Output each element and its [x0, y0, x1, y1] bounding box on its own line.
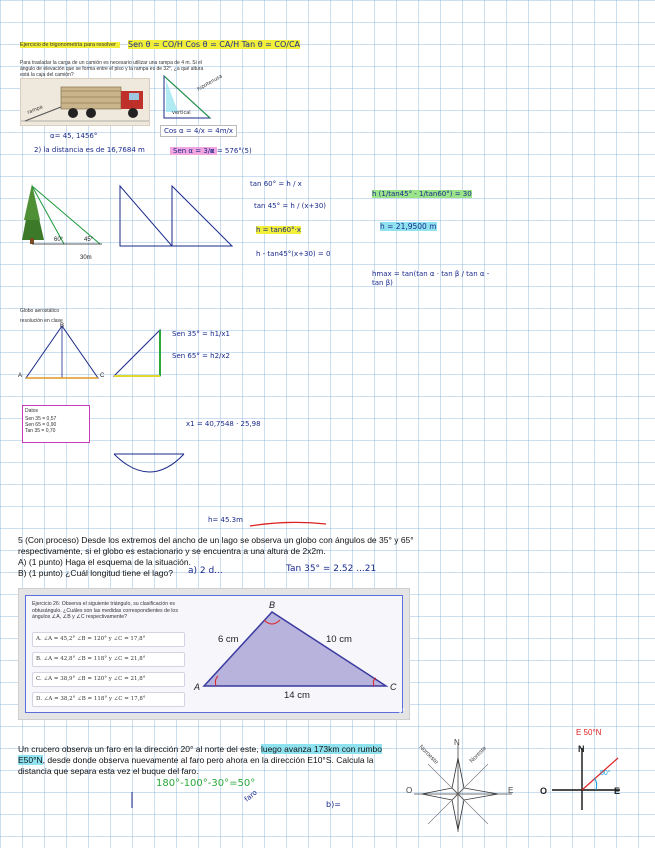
- hypotenuse-label: hipotenusa: [196, 73, 224, 93]
- exercise-option-b[interactable]: B. ∠A = 42,8° ∠B = 118° y ∠C = 21,8°: [32, 652, 185, 667]
- result-underline: [248, 520, 328, 530]
- tree-eq-5-text: h (1/tan45° - 1/tan60°) = 30: [372, 190, 472, 198]
- trig-formula-text: Sen θ = CO/H Cos θ = CA/H Tan θ = CO/CA: [128, 40, 301, 49]
- tree-angle-a: 60°: [54, 237, 64, 243]
- rampa-label: rampa: [26, 104, 44, 116]
- triangle-vertex-a: A: [194, 682, 201, 692]
- top-title: Ejercicio de trigonometría para resolver: [20, 42, 120, 48]
- globe-eq-sin2: Sen 65° = h2/x2: [172, 352, 230, 360]
- triangle-vertex-b: B: [269, 600, 276, 610]
- tree-eq-2: tan 45° = h / (x+30): [254, 202, 327, 210]
- globe-triangle-diagram: [22, 322, 105, 392]
- cruise-arrow-mark: [128, 790, 138, 810]
- exercise-inner-frame: [25, 595, 403, 713]
- globe-table-row1: Sen 35 = 0,57: [25, 416, 57, 422]
- exercise-title: Ejercicio 26: Observa el siguiente triángulo, su clasificación es obtusángulo. ¿Cuáles son las medidas correspondientes de los ángulos ∠A, ∠B y ∠C respectivamente?: [32, 601, 178, 620]
- exercise-option-d[interactable]: D. ∠A = 38,2° ∠B = 118° y ∠C = 17,8°: [32, 692, 185, 707]
- globe-eq-sin1: Sen 35° = h1/x1: [172, 330, 230, 338]
- globe-eq-mid: x1 = 40,7548 · 25,98: [186, 420, 261, 428]
- globe-label-a: A: [18, 373, 23, 379]
- problem-top-text: Para trasladar la carga de un camión es necesario utilizar una rampa de 4 m. Si el ángulo de elevación que se forma entre el piso y la rampa es de 32°, ¿a qué altura está la caja del camión?: [20, 60, 204, 78]
- calc-box-1: Cos α = 4/x = 4m/x: [160, 125, 237, 137]
- problem-5-title: 5 (Con proceso) Desde los extremos del ancho de un lago se observa un globo con ángulos de 35° y 65°: [18, 535, 414, 545]
- trig-formulas: [128, 40, 300, 49]
- tree-triangle-2: [168, 182, 238, 262]
- exercise-option-c[interactable]: C. ∠A = 38,9° ∠B = 120° y ∠C = 21,8°: [32, 672, 185, 687]
- compass-right-e: E: [614, 786, 621, 796]
- tree-eq-4: h - tan45°(x+30) = 0: [256, 250, 331, 258]
- cruise-line-2b: , desde donde observa nuevamente al faro pero ahora en la dirección E10°S. Calcula la: [42, 755, 374, 765]
- cruise-line-1a: Un crucero observa un faro en la dirección 20° al norte del este,: [18, 744, 261, 754]
- globe-arc-diagram: [110, 450, 190, 510]
- cruise-line-2a: E50°N: [18, 755, 43, 765]
- problem-5-part-b: B) (1 punto) ¿Cuál longitud tiene el lago?: [18, 568, 173, 578]
- exercise-triangle: [186, 602, 396, 702]
- globe-table-title: Datos: [25, 408, 39, 414]
- tree-eq-5: [372, 190, 472, 199]
- triangle-vertex-c: C: [390, 682, 397, 692]
- problem-5-part-a: A) (1 punto) Haga el esquema de la situación.: [18, 557, 191, 567]
- globe-label-b: B: [60, 323, 65, 329]
- tree-eq-1: tan 60° = h / x: [250, 180, 302, 188]
- calc-line-2-text: Sen α = 3/x: [170, 147, 217, 155]
- tree-final-formula: hmax = tan(tan α · tan β / tan α - tan β): [372, 270, 490, 287]
- vertical-label: vertical: [172, 110, 191, 116]
- compass-right-o: O: [540, 786, 548, 796]
- calc-line-3: α = 576°(5): [210, 147, 252, 155]
- globe-data-table: [22, 405, 90, 443]
- compass-left-ne: Noreste: [468, 745, 489, 765]
- compass-right-diagram: [548, 744, 628, 814]
- compass-right-heading: E 50°N: [576, 728, 602, 737]
- expand-icon[interactable]: ⤢: [399, 708, 405, 715]
- cruise-hw-faro: faro: [243, 788, 259, 804]
- tree-result-text: h = 21,9500 m: [380, 222, 437, 231]
- cruise-line-1: [18, 744, 418, 755]
- compass-left-n: N: [454, 738, 460, 747]
- cruise-line-2: [18, 755, 418, 766]
- cruise-line-3: distancia que separa esta vez el buque del faro.: [18, 766, 199, 776]
- globe-notes-title: Globo aerostático: [20, 308, 60, 314]
- exercise-option-a[interactable]: A. ∠A = 45,2° ∠B = 120° y ∠C = 17,8°: [32, 632, 185, 647]
- triangle-side-bc: 10 cm: [326, 634, 352, 645]
- compass-left-no: Noroeste: [417, 744, 439, 766]
- tree-eq-3-text: h = tan60°·x: [256, 226, 301, 234]
- angle-equation: α= 45, 1456°: [50, 132, 98, 140]
- cruise-hw-calc: 180°-100°-30°=50°: [156, 778, 256, 789]
- triangle-side-ab: 6 cm: [218, 634, 239, 645]
- globe-notes-sub: resolución en clase: [20, 318, 63, 324]
- tree-eq-3: [256, 226, 301, 235]
- tree-result: [380, 222, 437, 231]
- globe-table-row2: Sen 65 = 0,90: [25, 422, 57, 428]
- truck-image: [20, 78, 150, 126]
- cruise-line-1b: luego avanza 173km con rumbo: [260, 744, 382, 754]
- compass-left-e: E: [508, 786, 514, 795]
- compass-right-angle: 50°: [600, 770, 611, 777]
- tree-base-label: 30m: [80, 255, 92, 261]
- tree-angle-b: 45°: [84, 237, 94, 243]
- globe-result: h= 45.3m: [208, 516, 243, 524]
- compass-left-o: O: [406, 786, 413, 795]
- globe-table-row3: Tan 35 = 0,70: [25, 428, 56, 434]
- globe-label-c: C: [100, 373, 105, 379]
- problem-5-line2: respectivamente, si el globo es estacionario y se encuentra a una altura de 2x2m.: [18, 546, 326, 556]
- exercise-screenshot-panel: [18, 588, 410, 720]
- problem-5-hw-answer-b: Tan 35° = 2.52 ...21: [286, 564, 377, 574]
- problem-5-hw-answer-a: a) 2 d...: [188, 566, 223, 576]
- cruise-hw-b: b)=: [326, 800, 341, 809]
- globe-right-triangle: [110, 326, 180, 386]
- truck-illustration: [21, 79, 149, 125]
- triangle-side-ac: 14 cm: [284, 690, 310, 701]
- compass-right-n: N: [578, 744, 585, 754]
- distance-equation: 2) la distancia es de 16,7684 m: [34, 146, 145, 154]
